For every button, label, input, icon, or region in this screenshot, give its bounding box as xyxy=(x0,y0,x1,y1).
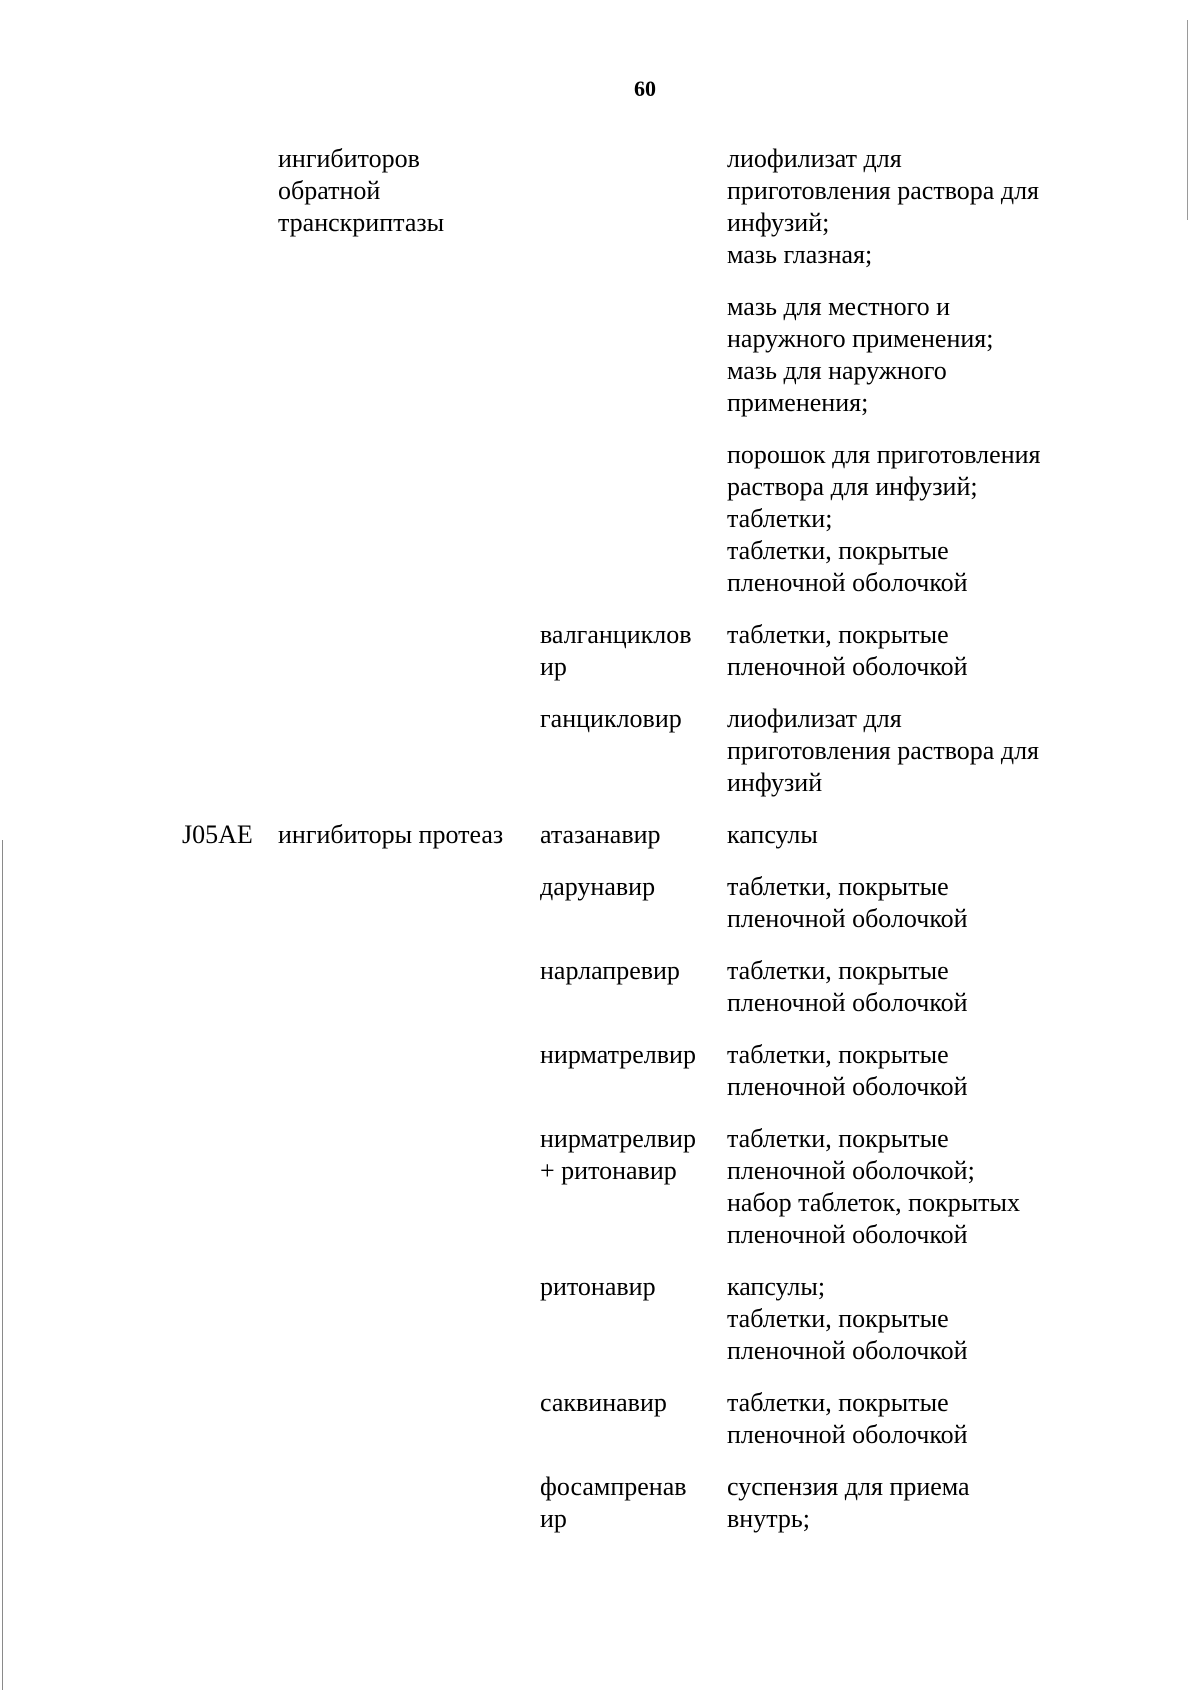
pharmacological-group-cell xyxy=(278,819,540,851)
table-row xyxy=(182,291,1082,419)
dosage-form-cell-line: пленочной оболочкой; xyxy=(727,1156,975,1185)
scan-edge-right xyxy=(1187,20,1188,220)
pharmacological-group-cell-line: обратной xyxy=(278,176,381,205)
dosage-form-cell-line: мазь глазная; xyxy=(727,240,873,269)
dosage-form-cell-line: капсулы; xyxy=(727,1272,826,1301)
drug-name-cell-line: ир xyxy=(540,652,567,681)
drug-name-cell-line: дарунавир xyxy=(540,872,656,901)
drug-name-cell xyxy=(540,1039,727,1071)
dosage-form-cell-line: таблетки, покрытые xyxy=(727,872,949,901)
dosage-form-cell-line: таблетки; xyxy=(727,504,833,533)
dosage-form-cell-line: инфузий xyxy=(727,768,823,797)
dosage-form-cell-line: таблетки, покрытые xyxy=(727,1040,949,1069)
dosage-form-cell-line: раствора для инфузий; xyxy=(727,472,978,501)
dosage-form-cell-line: пленочной оболочкой xyxy=(727,652,968,681)
drug-name-cell xyxy=(540,1123,727,1187)
dosage-form-cell-line: таблетки, покрытые xyxy=(727,536,949,565)
drug-name-cell-line: + ритонавир xyxy=(540,1156,677,1185)
dosage-form-cell-line: пленочной оболочкой xyxy=(727,988,968,1017)
drug-name-cell xyxy=(540,619,727,683)
dosage-form-cell-line: пленочной оболочкой xyxy=(727,568,968,597)
table-row xyxy=(182,619,1082,683)
table-row xyxy=(182,955,1082,1019)
atc-code-cell-line: J05AE xyxy=(182,820,253,849)
table-row xyxy=(182,1123,1082,1251)
dosage-form-cell-line: суспензия для приема xyxy=(727,1472,970,1501)
table-row xyxy=(182,871,1082,935)
dosage-form-cell-line: пленочной оболочкой xyxy=(727,1336,968,1365)
dosage-form-cell-line: пленочной оболочкой xyxy=(727,904,968,933)
dosage-form-cell xyxy=(727,291,1082,419)
dosage-form-cell-line: внутрь; xyxy=(727,1504,810,1533)
dosage-form-cell-line: применения; xyxy=(727,388,869,417)
drug-name-cell xyxy=(540,1387,727,1419)
atc-code-cell xyxy=(182,819,278,851)
drug-name-cell-line: саквинавир xyxy=(540,1388,667,1417)
dosage-form-cell xyxy=(727,1471,1082,1535)
dosage-form-cell-line: приготовления раствора для xyxy=(727,176,1039,205)
dosage-form-cell xyxy=(727,1387,1082,1451)
dosage-form-cell-line: таблетки, покрытые xyxy=(727,1124,949,1153)
dosage-form-cell-line: таблетки, покрытые xyxy=(727,1304,949,1333)
drug-name-cell-line: нарлапревир xyxy=(540,956,680,985)
dosage-form-cell xyxy=(727,143,1082,271)
drug-name-cell xyxy=(540,703,727,735)
drug-name-cell xyxy=(540,871,727,903)
dosage-form-cell-line: мазь для наружного xyxy=(727,356,947,385)
dosage-form-cell xyxy=(727,955,1082,1019)
drug-name-cell-line: ритонавир xyxy=(540,1272,656,1301)
dosage-form-cell-line: пленочной оболочкой xyxy=(727,1420,968,1449)
dosage-form-cell-line: таблетки, покрытые xyxy=(727,620,949,649)
drug-name-cell-line: фосампренав xyxy=(540,1472,687,1501)
drug-name-cell xyxy=(540,819,727,851)
dosage-form-cell xyxy=(727,819,1082,851)
dosage-form-cell-line: пленочной оболочкой xyxy=(727,1072,968,1101)
drug-name-cell-line: ир xyxy=(540,1504,567,1533)
dosage-form-cell-line: мазь для местного и xyxy=(727,292,950,321)
drug-name-cell-line: валганциклов xyxy=(540,620,692,649)
dosage-form-cell xyxy=(727,619,1082,683)
drug-name-cell-line: атазанавир xyxy=(540,820,661,849)
pharmacological-group-cell xyxy=(278,143,540,239)
table-row xyxy=(182,1387,1082,1451)
drug-name-cell xyxy=(540,1271,727,1303)
table-row xyxy=(182,1271,1082,1367)
dosage-form-cell-line: инфузий; xyxy=(727,208,830,237)
drug-name-cell xyxy=(540,1471,727,1535)
pharmacological-group-cell-line: ингибиторы протеаз xyxy=(278,820,504,849)
dosage-form-cell-line: пленочной оболочкой xyxy=(727,1220,968,1249)
table-row xyxy=(182,703,1082,799)
dosage-form-cell-line: набор таблеток, покрытых xyxy=(727,1188,1020,1217)
dosage-form-cell-line: наружного применения; xyxy=(727,324,994,353)
drug-name-cell-line: нирматрелвир xyxy=(540,1040,696,1069)
drug-name-cell-line: ганцикловир xyxy=(540,704,682,733)
drug-name-cell-line: нирматрелвир xyxy=(540,1124,696,1153)
pharmacological-group-cell-line: ингибиторов xyxy=(278,144,420,173)
page-number: 60 xyxy=(634,76,656,101)
table-row xyxy=(182,439,1082,599)
dosage-form-cell xyxy=(727,871,1082,935)
dosage-form-cell-line: лиофилизат для xyxy=(727,704,902,733)
dosage-form-cell-line: капсулы xyxy=(727,820,818,849)
table-row xyxy=(182,1471,1082,1535)
dosage-form-cell xyxy=(727,439,1082,599)
scan-edge-left xyxy=(2,840,3,1690)
dosage-form-cell-line: порошок для приготовления xyxy=(727,440,1041,469)
table-row xyxy=(182,819,1082,851)
table-row xyxy=(182,1039,1082,1103)
pharmacological-group-cell-line: транскриптазы xyxy=(278,208,445,237)
dosage-form-cell-line: лиофилизат для xyxy=(727,144,902,173)
table-row xyxy=(182,143,1082,271)
dosage-form-cell-line: таблетки, покрытые xyxy=(727,956,949,985)
dosage-form-cell-line: таблетки, покрытые xyxy=(727,1388,949,1417)
dosage-form-cell xyxy=(727,1039,1082,1103)
dosage-form-cell xyxy=(727,1271,1082,1367)
dosage-form-cell xyxy=(727,703,1082,799)
drug-table xyxy=(182,143,1082,1555)
drug-name-cell xyxy=(540,955,727,987)
dosage-form-cell-line: приготовления раствора для xyxy=(727,736,1039,765)
dosage-form-cell xyxy=(727,1123,1082,1251)
